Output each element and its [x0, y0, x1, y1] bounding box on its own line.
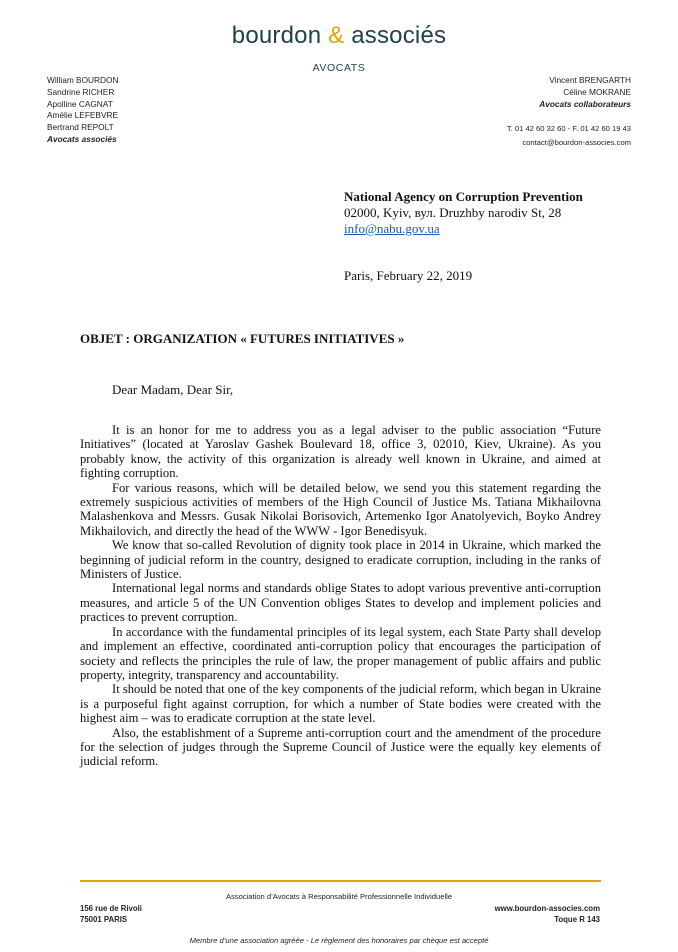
footer-address: [80, 903, 142, 925]
firm-name-part2: associés: [351, 22, 447, 49]
letter-date: Paris, February 22, 2019: [344, 268, 473, 283]
partners-role: Avocats associés: [47, 133, 117, 144]
recipient-address: 02000, Kyiv, вул. Druzhby narodiv St, 28: [344, 205, 562, 220]
footer-city: 75001 PARIS: [80, 915, 128, 924]
footer-divider: [80, 880, 601, 882]
footer-association: Association d’Avocats à Responsabilité Professionnelle Individuelle: [225, 892, 453, 901]
firm-ampersand: &: [328, 22, 345, 49]
partner-name: William BOURDON: [47, 75, 119, 85]
phone-fax: T. 01 42 60 32 60 - F. 01 42 60 19 43: [506, 124, 631, 133]
partner-name: Apolline CAGNAT: [47, 98, 113, 109]
partner-name: Amélie LEFEBVRE: [47, 110, 119, 121]
firm-logo: [0, 22, 678, 50]
recipient-name: National Agency on Corruption Prevention: [344, 189, 583, 204]
body-paragraph: In accordance with the fundamental principles of its legal system, each State Party shall develop and implement an effective, coordinated anti-corruption policy that encourages the participation of society and reflects the principles the rule of law, the proper management of public affairs and public property, integrity, transparency and accountability.: [80, 624, 601, 682]
partner-name: Bertrand REPOLT: [47, 122, 114, 133]
recipient-block: [344, 189, 583, 237]
footer-toque: Toque R 143: [554, 915, 600, 924]
letter-subject: OBJET : ORGANIZATION « FUTURES INITIATIVES »: [80, 331, 405, 346]
body-paragraph: For various reasons, which will be detailed below, we send you this statement regarding the extremely suspicious activities of members of the High Council of Justice Ms. Tatiana Mikhailovna Malashenkova and Messrs. Gusak Nikolai Borisovich, Artemenko Igor Anatolyevich, Boyko Andrey Mikhailovich, and directly the head of the WWW - Igor Benedisyuk.: [80, 480, 601, 538]
collaborator-name: Vincent BRENGARTH: [549, 75, 631, 85]
footer-website-link[interactable]: www.bourdon-associes.com: [494, 904, 600, 913]
contact-email: contact@bourdon-associes.com: [522, 138, 631, 147]
firm-name-part1: bourdon: [231, 22, 322, 49]
firm-contact: [507, 122, 631, 150]
letter-body: [80, 423, 601, 769]
footer-membership: Membre d’une association agréée - Le règlement des honoraires par chèque est accepté: [189, 936, 489, 945]
letter-greeting: Dear Madam, Dear Sir,: [112, 382, 234, 397]
footer-web: [495, 903, 600, 925]
partner-name: Sandrine RICHER: [47, 86, 115, 97]
collaborators-list: [539, 75, 631, 110]
body-paragraph: Also, the establishment of a Supreme anti-corruption court and the amendment of the procedure for the selection of judges through the Supreme Council of Justice were the equally key elements of judicial reform.: [80, 725, 601, 769]
recipient-email-link[interactable]: info@nabu.gov.ua: [344, 221, 440, 236]
body-paragraph: We know that so-called Revolution of dignity took place in 2014 in Ukraine, which marked the beginning of judicial reform in the country, designed to eradicate corruption, including in the ranks of Ministers of Justice.: [80, 538, 601, 582]
firm-subtitle: AVOCATS: [312, 62, 366, 74]
footer-street: 156 rue de Rivoli: [80, 904, 142, 913]
collaborators-role: Avocats collaborateurs: [539, 98, 631, 109]
collaborator-name: Céline MOKRANE: [563, 86, 631, 97]
body-paragraph: International legal norms and standards oblige States to adopt various preventive anti-corruption measures, and article 5 of the UN Convention obliges States to develop and implement policies and practices to prevent corruption.: [80, 581, 601, 625]
partners-list: [47, 75, 118, 146]
body-paragraph: It should be noted that one of the key components of the judicial reform, which began in Ukraine is a purposeful fight against corruption, for which a number of State bodies were created with the highest aim – was to eradicate corruption at the state level.: [80, 682, 601, 726]
body-paragraph: It is an honor for me to address you as a legal adviser to the public association “Future Initiatives” (located at Yaroslav Gashek Boulevard 18, office 3, 02010, Kiev, Ukraine). As you probably know, the activity of this organization is already well known in Ukraine, and aimed at fighting corruption.: [80, 423, 601, 481]
